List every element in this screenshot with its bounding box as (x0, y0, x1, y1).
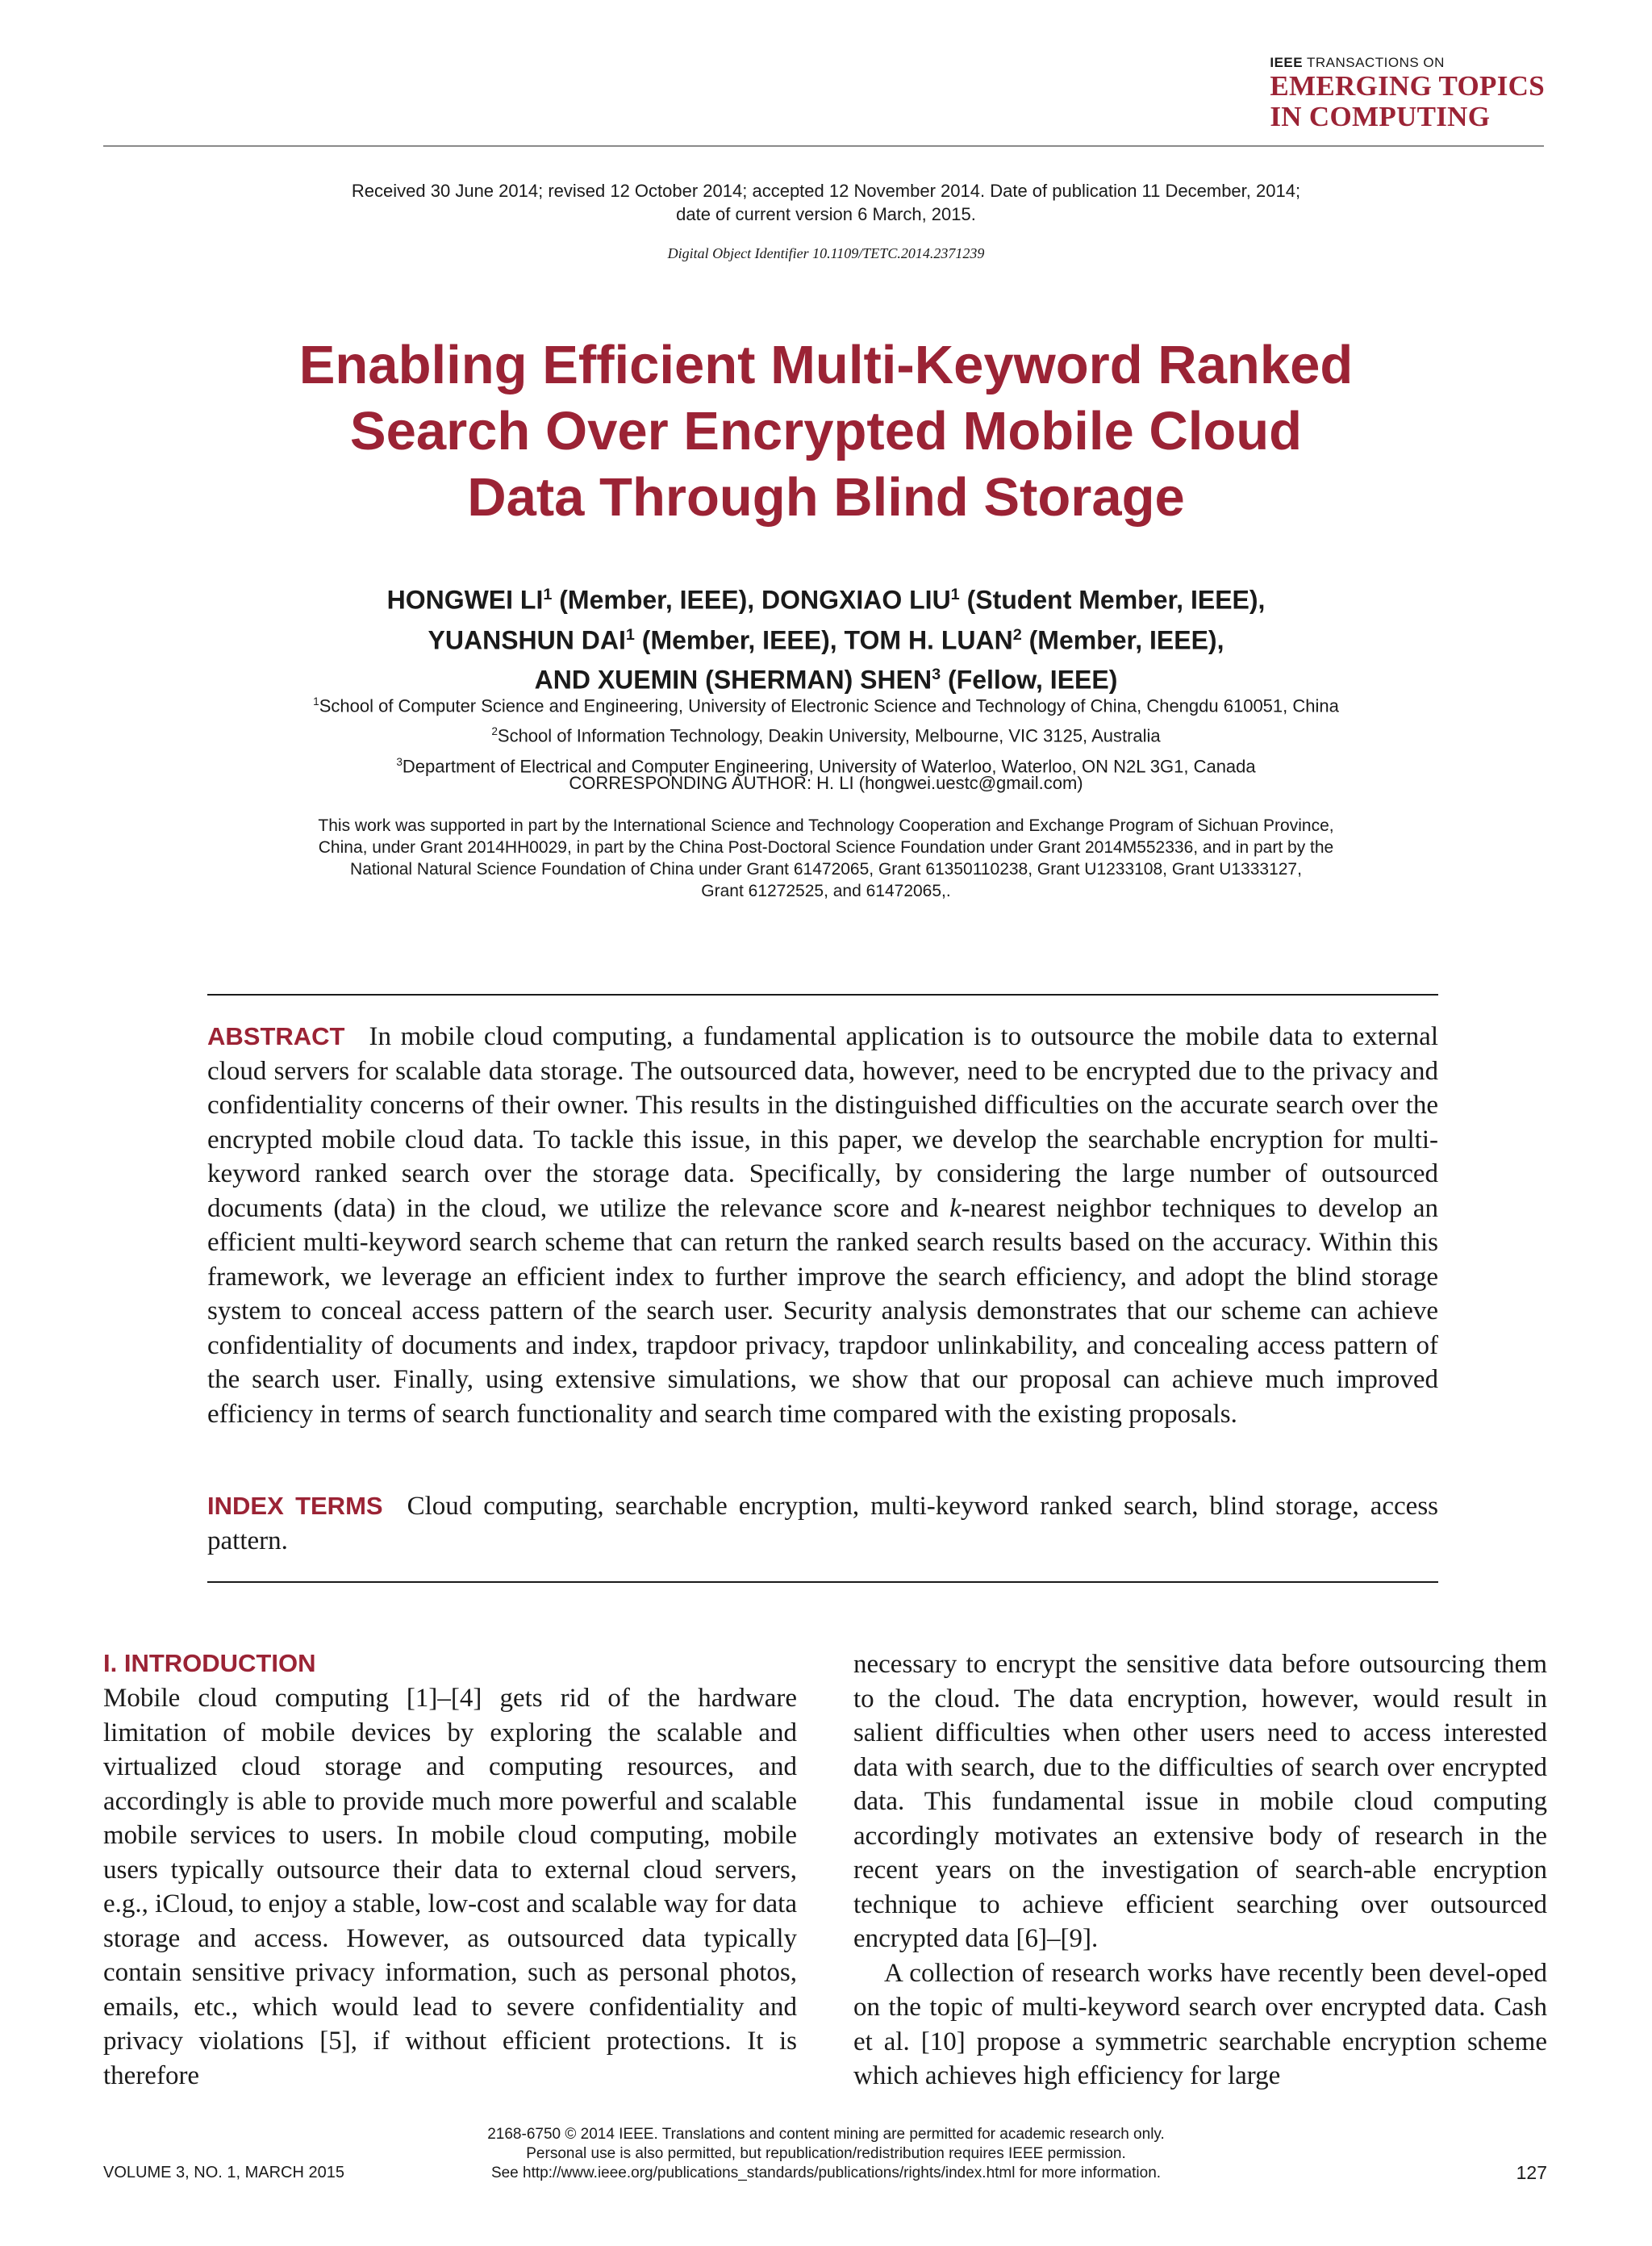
funding-note (0, 815, 1652, 902)
journal-prefix-rest: TRANSACTIONS ON (1303, 55, 1445, 70)
author-sup: 1 (950, 586, 960, 603)
author-sup: 1 (625, 625, 635, 644)
volume-info: VOLUME 3, NO. 1, MARCH 2015 (103, 2164, 344, 2181)
funding-line: This work was supported in part by the International Science and Technology Cooperation and Exchange Program of Sichuan Province, (318, 816, 1334, 835)
index-terms-text: Cloud computing, searchable encryption, multi-keyword ranked search, blind storage, access pattern. (207, 1492, 1439, 1555)
author-role: (Member, IEEE), DONGXIAO LIU (552, 585, 951, 615)
title-line3: Data Through Blind Storage (467, 467, 1185, 528)
index-terms-label: INDEX TERMS (207, 1492, 383, 1520)
author-name: YUANSHUN DAI (428, 625, 626, 655)
authors-line1 (0, 578, 1652, 618)
copyright-line: See http://www.ieee.org/publications_standards/publications/rights/index.html for more information. (490, 2165, 1162, 2181)
author-role: (Student Member, IEEE), (959, 585, 1266, 615)
author-role: (Fellow, IEEE) (941, 665, 1118, 695)
section-heading: I. INTRODUCTION (103, 1649, 316, 1677)
received-line1: Received 30 June 2014; revised 12 October 2014; accepted 12 November 2014. Date of publication 11 December, 2014; (351, 181, 1301, 201)
author-name: AND XUEMIN (SHERMAN) SHEN (534, 665, 932, 695)
paper-title (0, 332, 1652, 531)
abstract (207, 1020, 1438, 1431)
doi: Digital Object Identifier 10.1109/TETC.2014.2371239 (667, 245, 985, 261)
received-dates (0, 179, 1652, 226)
abstract-text: In mobile cloud computing, a fundamental application is to outsource the mobile data to external cloud servers for scalable data storage. The outsourced data, however, need to be encrypted due to the privacy and confidentiality concerns of their owner. This results in the distinguished difficulties on the accurate search over the encrypted mobile cloud data. To tackle this issue, in this paper, we develop the searchable encryption for multi-keyword ranked search over the storage data. Specifically, by considering the large number of outsourced documents (data) in the cloud, we utilize the relevance score and (207, 1022, 1438, 1223)
abstract-text: -nearest neighbor techniques to develop an efficient multi-keyword search scheme that can return the ranked search results based on the accuracy. Within this framework, we leverage an efficient index to further improve the search efficiency, and adopt the blind storage system to conceal access pattern of the search user. Security analysis demonstrates that our scheme can achieve confidentiality of documents and index, trapdoor privacy, trapdoor unlinkability, and concealing access pattern of the search user. Finally, using extensive simulations, we show that our proposal can achieve much improved efficiency in terms of search functionality and search time compared with the existing proposals. (207, 1193, 1438, 1429)
author-sup: 3 (932, 666, 941, 684)
authors-line2 (0, 618, 1652, 658)
affiliations (0, 689, 1652, 779)
left-column-text: Mobile cloud computing [1]–[4] gets rid of the hardware limitation of mobile devices by exploring the scalable and virtualized cloud storage and computing resources, and accordingly is able to provide much more powerful and scalable mobile services to users. In mobile cloud computing, mobile users typically outsource their data to external cloud servers, e.g., iCloud, to enjoy a stable, low-cost and scalable way for data storage and access. However, as outsourced data typically contain sensitive privacy information, such as personal photos, emails, etc., which would lead to severe confidentiality and privacy violations [5], if without efficient protections. It is therefore (103, 1684, 797, 2090)
journal-prefix-bold: IEEE (1270, 55, 1304, 70)
header-divider (103, 145, 1544, 147)
right-column (853, 1647, 1547, 2094)
affiliation (0, 689, 1652, 719)
funding-line: National Natural Science Foundation of China under Grant 61472065, Grant 61350110238, Grant U1233108, Grant U1333127, (350, 860, 1302, 879)
affiliation-text: Department of Electrical and Computer Engineering, University of Waterloo, Waterloo, ON N2L 3G1, Canada (402, 755, 1256, 776)
copyright-line: 2168-6750 © 2014 IEEE. Translations and content mining are permitted for academic research only. (487, 2126, 1165, 2143)
abstract-italic: k (949, 1193, 962, 1223)
author-sup: 1 (543, 586, 553, 603)
affiliation-sup: 2 (491, 725, 498, 738)
affiliation-text: School of Information Technology, Deakin University, Melbourne, VIC 3125, Australia (497, 725, 1161, 746)
author-sup: 2 (1012, 625, 1022, 644)
abstract-label: ABSTRACT (207, 1022, 345, 1050)
journal-header (1270, 55, 1545, 132)
author-list (0, 578, 1652, 698)
page-number: 127 (1516, 2162, 1547, 2183)
abstract-top-rule (207, 994, 1438, 996)
corresponding-author: CORRESPONDING AUTHOR: H. LI (hongwei.uestc@gmail.com) (569, 773, 1083, 793)
title-line2: Search Over Encrypted Mobile Cloud (349, 401, 1303, 461)
author-name: HONGWEI LI (386, 585, 544, 615)
affiliation (0, 719, 1652, 749)
author-role: (Member, IEEE), TOM H. LUAN (634, 625, 1013, 655)
index-terms (207, 1489, 1438, 1558)
journal-name-line2: IN COMPUTING (1270, 101, 1491, 132)
abstract-bottom-rule (207, 1581, 1438, 1583)
affiliation-text: School of Computer Science and Engineering, University of Electronic Science and Technology of China, Chengdu 610051, China (319, 695, 1339, 716)
right-column-paragraph: necessary to encrypt the sensitive data before outsourcing them to the cloud. The data encryption, however, would result in salient difficulties when other users need to access interested data with search, due to the difficulties of search over encrypted data. This fundamental issue in mobile cloud computing accordingly motivates an extensive body of research in the recent years on the investigation of search-able encryption technique to achieve efficient searching over outsourced encrypted data [6]–[9]. (853, 1650, 1547, 1953)
copyright-notice (0, 2125, 1652, 2183)
received-line2: date of current version 6 March, 2015. (676, 204, 976, 224)
journal-prefix (1270, 55, 1545, 71)
copyright-line: Personal use is also permitted, but republication/redistribution requires IEEE permission. (526, 2145, 1126, 2162)
title-line1: Enabling Efficient Multi-Keyword Ranked (298, 335, 1354, 395)
funding-line: Grant 61272525, and 61472065,. (701, 882, 951, 900)
right-column-paragraph: A collection of research works have recently been devel-oped on the topic of multi-keyword search over encrypted data. Cash et al. [10] propose a symmetric searchable encryption scheme which achieves high efficiency for large (853, 1958, 1547, 2090)
journal-name-line1: EMERGING TOPICS (1270, 70, 1545, 102)
funding-line: China, under Grant 2014HH0029, in part by the China Post-Doctoral Science Foundation under Grant 2014M552336, and in part by the (318, 838, 1334, 857)
author-role: (Member, IEEE), (1021, 625, 1224, 655)
affiliation-sup: 1 (313, 695, 319, 708)
affiliation-sup: 3 (396, 755, 403, 768)
